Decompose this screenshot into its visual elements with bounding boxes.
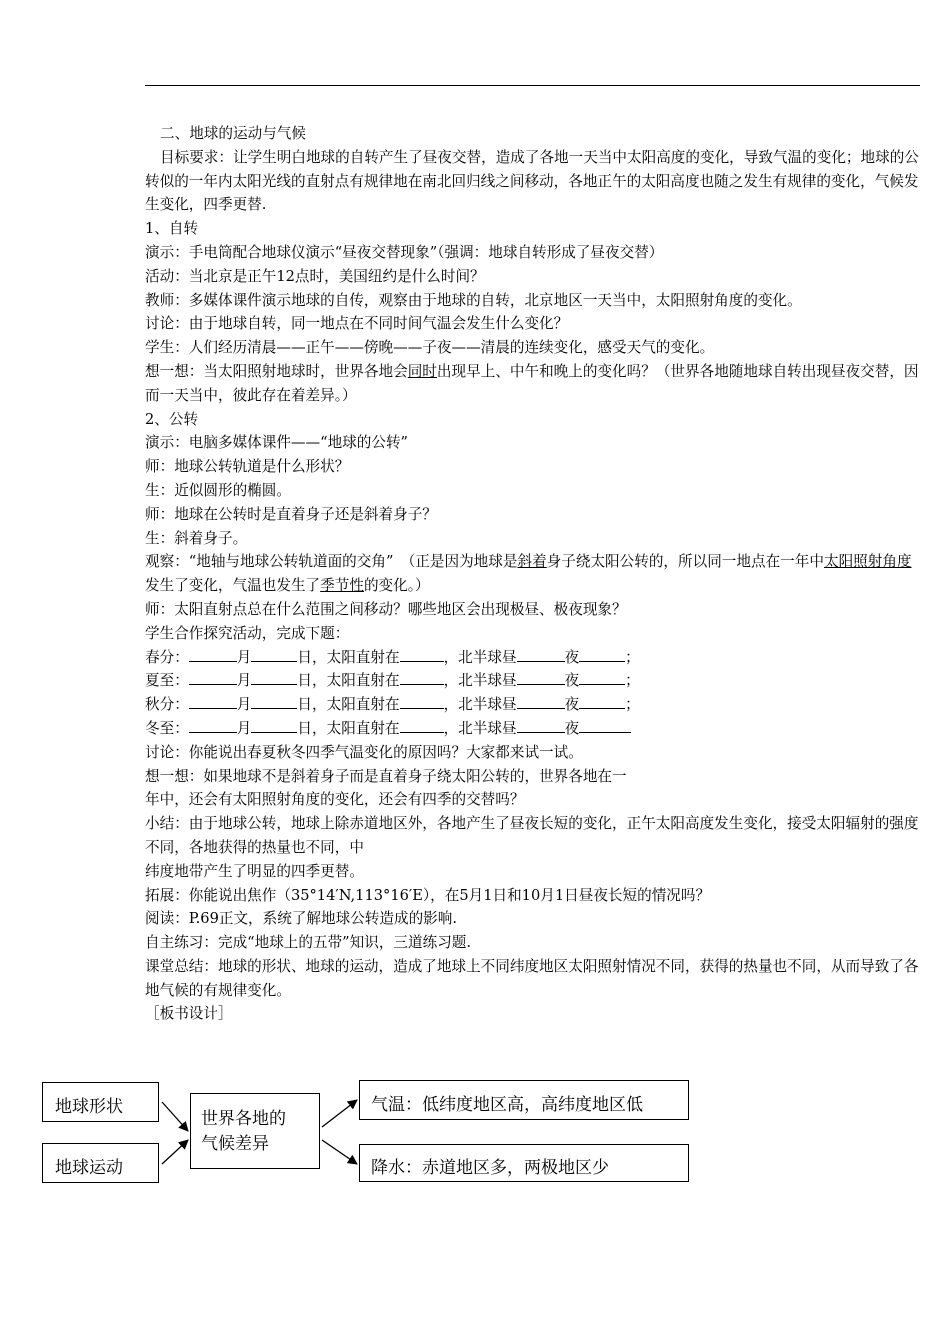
- practice: 自主练习：完成“地球上的五带”知识，三道练习题.: [145, 934, 472, 952]
- after-think-1: 想一想：如果地球不是斜着身子而是直着身子绕太阳公转的，世界各地在一: [145, 767, 627, 785]
- blank-latitude[interactable]: [400, 646, 444, 662]
- blank-day[interactable]: [251, 693, 297, 709]
- observation-paragraph: [145, 550, 920, 598]
- fill-row-winter: [145, 717, 920, 741]
- night-label: 夜: [564, 719, 580, 737]
- rotation-heading: 1、自转: [145, 220, 199, 238]
- month-label: 月: [236, 719, 252, 737]
- obs-text-4: 的变化。）: [363, 577, 430, 595]
- section-title: 二、地球的运动与气候: [160, 125, 306, 142]
- fill-row-autumn: [145, 693, 920, 717]
- north-label: ，北半球昼: [443, 719, 517, 737]
- blank-day[interactable]: [251, 717, 297, 733]
- revolution-a1: 生：近似圆形的椭圆。: [145, 481, 291, 499]
- think-underlined: 同时: [407, 362, 437, 380]
- night-label: 夜: [564, 648, 580, 666]
- revolution-q2: 师：地球在公转时是直着身子还是斜着身子？: [145, 505, 437, 523]
- month-label: 月: [236, 672, 252, 690]
- box-climate-difference: [190, 1093, 320, 1169]
- revolution-task: 学生合作探究活动，完成下题：: [145, 624, 350, 642]
- summary-1: 小结：由于地球公转，地球上除赤道地区外，各地产生了昼夜长短的变化，正午太阳高度发生变化，接受太阳辐射的强度不同，各地获得的热量也不同，中: [145, 815, 919, 856]
- fill-row-summer: [145, 669, 920, 693]
- arrow-shape-to-climate: [162, 1102, 188, 1131]
- header-rule: [145, 85, 920, 86]
- temperature-label: 气温：低纬度地区高，高纬度地区低: [371, 1095, 643, 1115]
- after-discuss: 讨论：你能说出春夏秋冬四季气温变化的原因吗？大家都来试一试。: [145, 743, 583, 761]
- revolution-demo: 演示：电脑多媒体课件——“地球的公转”: [145, 434, 409, 452]
- conclusion: 课堂总结：地球的形状、地球的运动，造成了地球上不同纬度地区太阳照射情况不同，获得的热量也不同，从而导致了各地气候的有规律变化。: [145, 957, 919, 999]
- revolution-a2: 生：斜着身子。: [145, 529, 248, 547]
- blank-day-length[interactable]: [517, 693, 565, 709]
- blank-month[interactable]: [189, 693, 237, 709]
- blank-day-length[interactable]: [517, 646, 565, 662]
- night-label: 夜: [564, 696, 580, 714]
- blank-month[interactable]: [189, 646, 237, 662]
- box-earth-motion: [42, 1143, 159, 1183]
- end-mark: ；: [625, 672, 640, 690]
- day-label: 日，太阳直射在: [297, 696, 400, 714]
- revolution-q3: 师：太阳直射点总在什么范围之间移动？哪些地区会出现极昼、极夜现象？: [145, 600, 627, 618]
- blank-night-length[interactable]: [579, 693, 625, 709]
- rotation-discussion: 讨论：由于地球自转，同一地点在不同时间气温会发生什么变化？: [145, 315, 569, 333]
- arrow-climate-to-precipitation: [322, 1140, 357, 1164]
- blank-night-length[interactable]: [579, 646, 625, 662]
- precipitation-label: 降水：赤道地区多，两极地区少: [371, 1158, 609, 1178]
- rotation-think: [145, 360, 920, 408]
- obs-underlined-3: 季节性: [320, 577, 364, 595]
- month-label: 月: [236, 648, 252, 666]
- earth-shape-label: 地球形状: [55, 1097, 123, 1117]
- box-temperature: [359, 1080, 689, 1120]
- rotation-activity: 活动：当北京是正午12点时，美国纽约是什么时间？: [145, 267, 485, 285]
- climate-line-1: 世界各地的: [201, 1109, 286, 1129]
- reading: 阅读：P.69正文，系统了解地球公转造成的影响.: [145, 910, 457, 928]
- month-label: 月: [236, 696, 252, 714]
- think-text-end: 出现早上、中午和晚上的变化吗？（世界各地随地球自转出现昼夜交替，因而一天当中，彼此存在着差异。）: [145, 362, 919, 404]
- north-label: ，北半球昼: [443, 672, 517, 690]
- blank-night-length[interactable]: [579, 669, 625, 685]
- north-label: ，北半球昼: [443, 696, 517, 714]
- blank-month[interactable]: [189, 669, 237, 685]
- obs-text-3: 发生了变化，气温也发生了: [145, 577, 321, 595]
- summary-2: 纬度地带产生了明显的四季更替。: [145, 862, 364, 880]
- revolution-q1: 师：地球公转轨道是什么形状？: [145, 458, 350, 476]
- blank-day[interactable]: [251, 669, 297, 685]
- box-precipitation: [359, 1144, 689, 1182]
- fill-label: 春分：: [145, 648, 189, 666]
- blank-latitude[interactable]: [400, 693, 444, 709]
- box-earth-shape: [42, 1082, 159, 1122]
- north-label: ，北半球昼: [443, 648, 517, 666]
- end-mark: ；: [625, 648, 640, 666]
- document-body: [145, 122, 920, 1026]
- obs-underlined-1: 斜着: [517, 553, 547, 571]
- rotation-student: 学生：人们经历清晨——正午——傍晚——子夜——清晨的连续变化，感受天气的变化。: [145, 339, 715, 357]
- blank-latitude[interactable]: [400, 717, 444, 733]
- think-text: 想一想：当太阳照射地球时，世界各地会: [145, 362, 408, 380]
- blank-latitude[interactable]: [400, 669, 444, 685]
- arrow-climate-to-temperature: [322, 1100, 357, 1127]
- arrow-motion-to-climate: [162, 1140, 188, 1164]
- rotation-teacher: 教师：多媒体课件演示地球的自传，观察由于地球的自转，北京地区一天当中，太阳照射角度的变化。: [145, 291, 802, 309]
- blank-night-length[interactable]: [579, 717, 631, 733]
- day-label: 日，太阳直射在: [297, 719, 400, 737]
- fill-row-spring: [145, 646, 920, 670]
- board-design-heading: ［板书设计］: [145, 1005, 233, 1023]
- after-think-2: 年中，还会有太阳照射角度的变化，还会有四季的交替吗？: [145, 791, 525, 809]
- obs-underlined-2: 太阳照射角度: [823, 553, 912, 571]
- fill-label: 夏至：: [145, 672, 189, 690]
- climate-line-2: 气候差异: [201, 1134, 269, 1154]
- night-label: 夜: [564, 672, 580, 690]
- end-mark: ；: [625, 696, 640, 714]
- revolution-heading: 2、公转: [145, 410, 199, 428]
- fill-label: 秋分：: [145, 696, 189, 714]
- blank-day-length[interactable]: [517, 669, 565, 685]
- blank-day-length[interactable]: [517, 717, 565, 733]
- rotation-demo: 演示：手电筒配合地球仪演示“昼夜交替现象”（强调：地球自转形成了昼夜交替）: [145, 243, 664, 261]
- blank-month[interactable]: [189, 717, 237, 733]
- obs-text-1: 观察：“地轴与地球公转轨道面的交角” （正是因为地球是: [145, 553, 518, 571]
- extension: 拓展：你能说出焦作（35°14′N,113°16′E），在5月1日和10月1日昼夜长短的情况吗？: [145, 886, 711, 904]
- fill-label: 冬至：: [145, 719, 189, 737]
- objective-paragraph: 目标要求：让学生明白地球的自转产生了昼夜交替，造成了各地一天当中太阳高度的变化，导致气温的变化；地球的公转似的一年内太阳光线的直射点有规律地在南北回归线之间移动，各地正午的太阳高度也随之发生有规律的变化，气候发生变化，四季更替.: [145, 148, 919, 214]
- earth-motion-label: 地球运动: [55, 1158, 123, 1178]
- blank-day[interactable]: [251, 646, 297, 662]
- obs-text-2: 身子绕太阳公转的，所以同一地点在一年中: [546, 553, 824, 571]
- day-label: 日，太阳直射在: [297, 672, 400, 690]
- day-label: 日，太阳直射在: [297, 648, 400, 666]
